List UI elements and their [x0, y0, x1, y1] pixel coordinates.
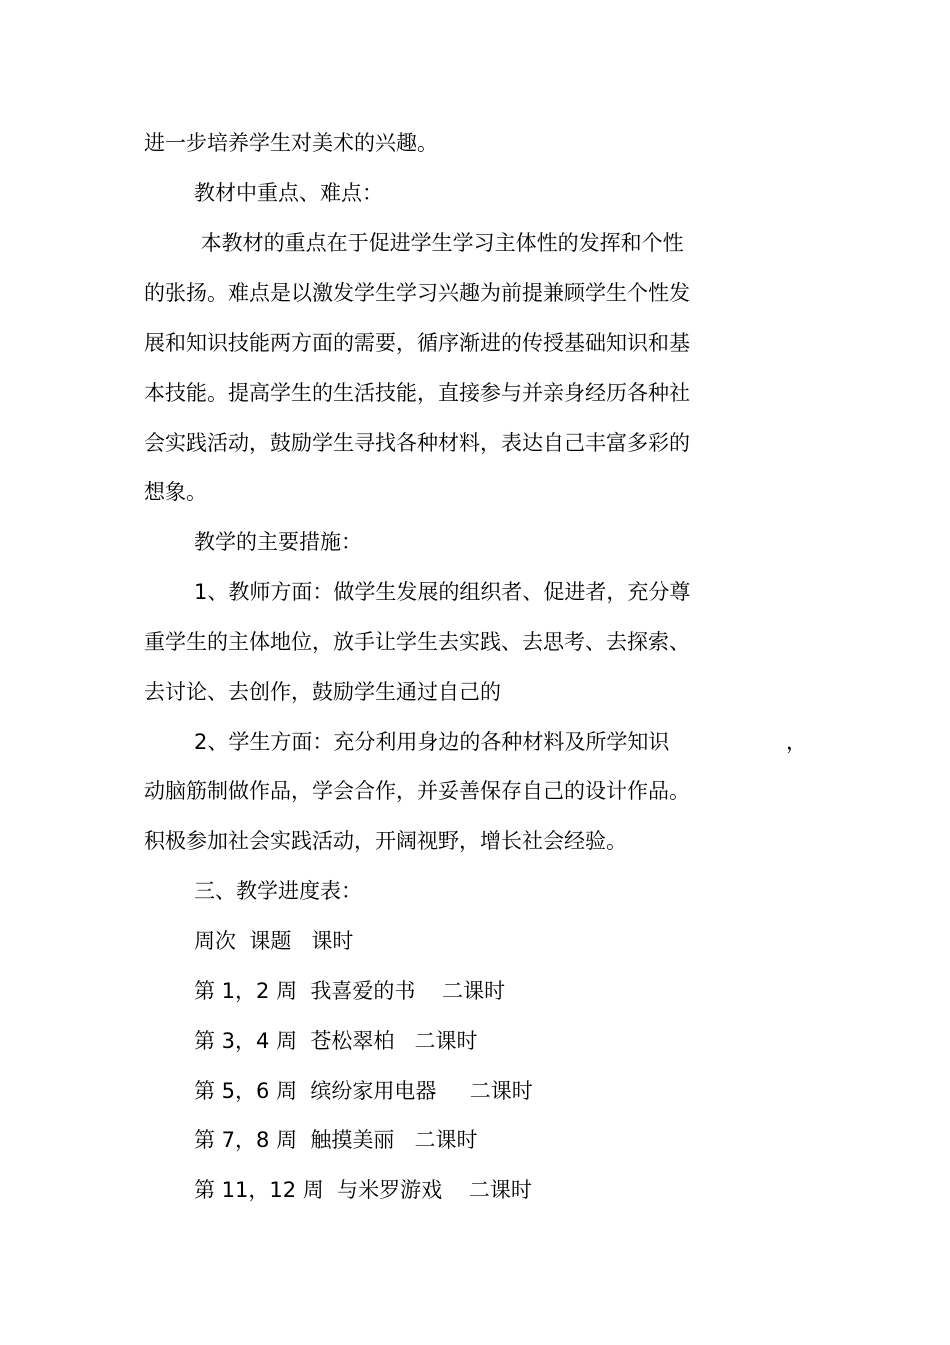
- schedule-row: 第 5，6 周 缤纷家用电器 二课时: [194, 1079, 533, 1103]
- schedule-row: 第 3，4 周 苍松翠柏 二课时: [194, 1029, 478, 1053]
- paragraph-line: 2、学生方面：充分利用身边的各种材料及所学知识: [194, 730, 670, 754]
- paragraph-line: 的张扬。难点是以激发学生学习兴趣为前提兼顾学生个性发: [144, 281, 690, 305]
- paragraph-line: 想象。: [144, 480, 207, 504]
- schedule-row: 第 11，12 周 与米罗游戏 二课时: [194, 1178, 532, 1202]
- paragraph-line: 本教材的重点在于促进学生学习主体性的发挥和个性: [194, 231, 684, 255]
- trailing-comma: ，: [786, 730, 807, 754]
- section-heading: 三、教学进度表：: [194, 879, 362, 903]
- paragraph-line: 积极参加社会实践活动，开阔视野，增长社会经验。: [144, 829, 627, 853]
- paragraph-line: 去讨论、去创作，鼓励学生通过自己的: [144, 680, 501, 704]
- paragraph-line: 重学生的主体地位，放手让学生去实践、去思考、去探索、: [144, 630, 690, 654]
- paragraph-line: 1、教师方面：做学生发展的组织者、促进者，充分尊: [194, 580, 691, 604]
- paragraph-line: 展和知识技能两方面的需要，循序渐进的传授基础知识和基: [144, 331, 690, 355]
- section-heading: 教学的主要措施：: [194, 530, 362, 554]
- schedule-row: 第 1，2 周 我喜爱的书 二课时: [194, 979, 506, 1003]
- schedule-header: 周次 课题 课时: [194, 929, 354, 953]
- paragraph-line: 会实践活动，鼓励学生寻找各种材料，表达自己丰富多彩的: [144, 431, 690, 455]
- section-heading: 教材中重点、难点：: [194, 181, 383, 205]
- schedule-row: 第 7，8 周 触摸美丽 二课时: [194, 1128, 478, 1152]
- paragraph-line: 进一步培养学生对美术的兴趣。: [144, 131, 438, 155]
- paragraph-line: 本技能。提高学生的生活技能，直接参与并亲身经历各种社: [144, 381, 690, 405]
- paragraph-line: 动脑筋制做作品，学会合作，并妥善保存自己的设计作品。: [144, 779, 690, 803]
